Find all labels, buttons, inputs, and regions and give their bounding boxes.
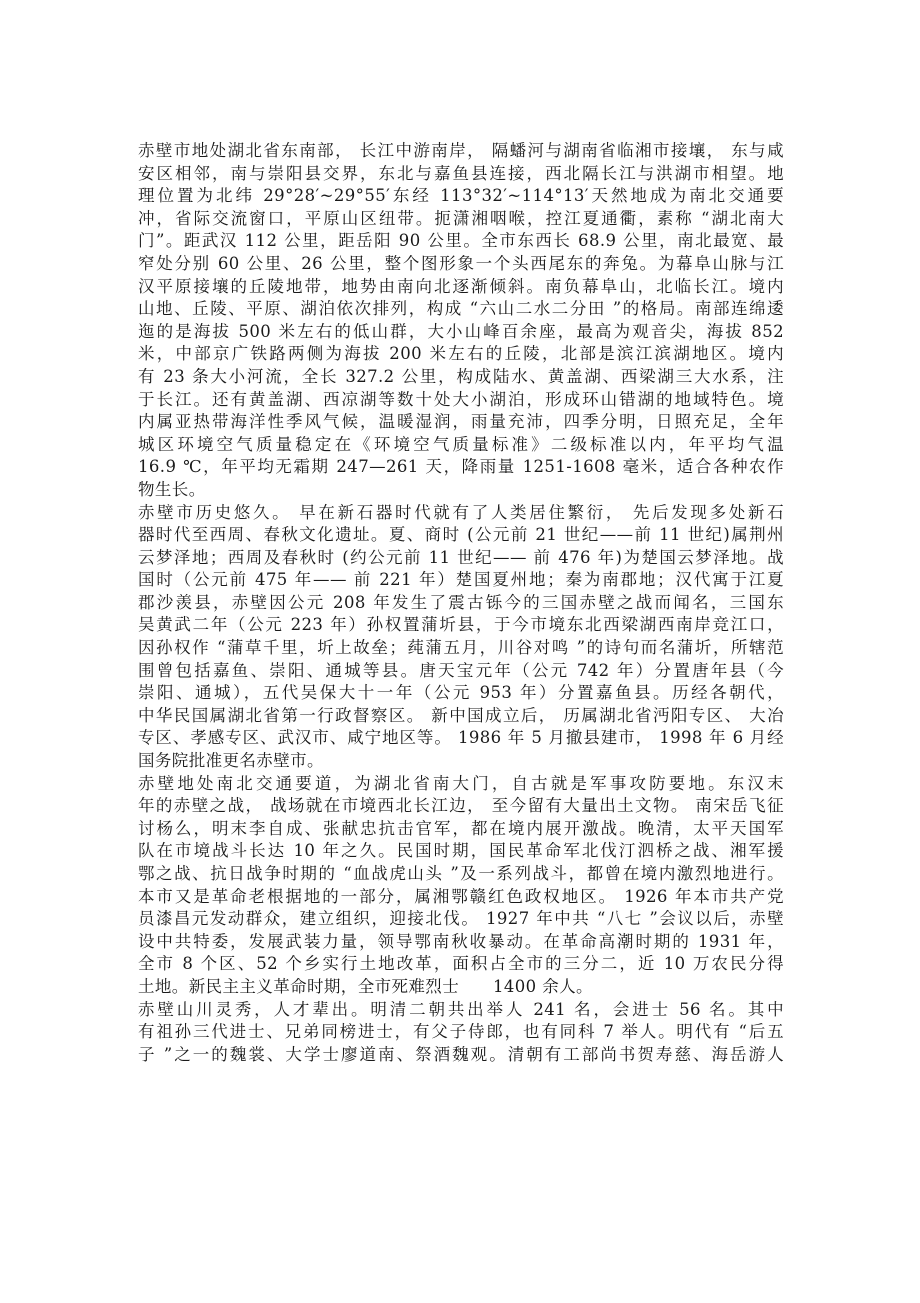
text-line: 有 23 条大小河流，全长 327.2 公里，构成陆水、黄盖湖、西梁湖三大水系，注: [138, 366, 784, 386]
text-line: 于长江。还有黄盖湖、西凉湖等数十处大小湖泊，形成环山错湖的地域特色。境: [138, 389, 784, 409]
text-line: 赤壁市历史悠久。 早在新石器时代就有了人类居住繁衍， 先后发现多处新石: [138, 502, 784, 522]
text-line: 云梦泽地；西周及春秋时 (约公元前 11 世纪—— 前 476 年)为楚国云梦泽地。战: [138, 547, 784, 567]
text-line: 年的赤壁之战， 战场就在市境西北长江边， 至今留有大量出土文物。 南宋岳飞征: [138, 796, 784, 816]
text-line: 赤壁市地处湖北省东南部， 长江中游南岸， 隔蟠河与湖南省临湘市接壤， 东与咸: [138, 141, 784, 160]
text-line: 因孙权作 “蒲草千里，圻上故垒；莼蒲五月，川谷对鸣 ”的诗句而名蒲圻，所辖范: [138, 638, 784, 658]
text-line: 专区、孝感专区、武汉市、咸宁地区等。 1986 年 5 月撤县建市， 1998 年 6 月经: [138, 728, 784, 748]
text-line: 崇阳、通城），五代吴保大十一年（公元 953 年）分置嘉鱼县。历经各朝代，: [138, 683, 784, 703]
text-line: 16.9 ℃，年平均无霜期 247—261 天，降雨量 1251-1608 毫米，适合各种农作: [138, 457, 784, 477]
text-line: 理位置为北纬 29°28′~29°55′东经 113°32′~114°13′天然地成为南北交通要: [138, 186, 784, 206]
text-line: 内属亚热带海洋性季风气候，温暖湿润，雨量充沛，四季分明，日照充足，全年: [138, 412, 784, 432]
text-line: 城区环境空气质量稳定在《环境空气质量标准》二级标准以内，年平均气温: [138, 434, 784, 454]
text-line: 窄处分别 60 公里、26 公里，整个图形象一个头西尾东的奔兔。为幕阜山脉与江: [138, 253, 784, 273]
text-line: 土地。新民主主义革命时期，全市死难烈士 1400 余人。: [138, 976, 593, 996]
text-line: 员漆昌元发动群众，建立组织，迎接北伐。 1927 年中共 “八七 ”会议以后，赤壁: [138, 909, 784, 929]
text-line: 全市 8 个区、52 个乡实行土地改革，面积占全市的三分二，近 10 万农民分得: [138, 954, 784, 974]
text-line: 国务院批准更名赤壁市。: [138, 751, 324, 771]
text-line: 国时（公元前 475 年—— 前 221 年）楚国夏州地；秦为南郡地；汉代寓于江夏: [138, 570, 784, 590]
text-line: 鄂之战、抗日战争时期的 “血战虎山头 ”及一系列战斗，都曾在境内激烈地进行。: [138, 864, 784, 883]
text-line: 讨杨么，明末李自成、张献忠抗击官军，都在境内展开激战。晚清，太平天国军: [138, 818, 784, 838]
text-line: 迤的是海拔 500 米左右的低山群，大小山峰百余座，最高为观音尖，海拔 852: [138, 321, 784, 341]
text-line: 安区相邻，南与崇阳县交界，东北与嘉鱼县连接，西北隔长江与洪湖市相望。地: [138, 163, 784, 183]
text-line: 有祖孙三代进士、兄弟同榜进士，有父子侍郎，也有同科 7 举人。明代有 “后五: [138, 1022, 784, 1042]
text-line: 米，中部京广铁路两侧为海拔 200 米左右的丘陵，北部是滨江滨湖地区。境内: [138, 344, 784, 364]
text-line: 围曾包括嘉鱼、崇阳、通城等县。唐天宝元年（公元 742 年）分置唐年县（今: [138, 660, 784, 680]
text-line: 本市又是革命老根据地的一部分，属湘鄂赣红色政权地区。 1926 年本市共产党: [138, 886, 784, 906]
text-line: 吴黄武二年（公元 223 年）孙权置蒲圻县，于今市境东北西梁湖西南岸竞江口，: [138, 615, 784, 635]
text-line: 汉平原接壤的丘陵地带，地势由南向北逐渐倾斜。南负幕阜山，北临长江。境内: [138, 276, 784, 296]
text-line: 队在市境战斗长达 10 年之久。民国时期，国民革命军北伐汀泗桥之战、湘军援: [138, 841, 784, 861]
text-line: 物生长。: [138, 479, 206, 499]
text-line: 赤壁山川灵秀，人才辈出。明清二朝共出举人 241 名，会进士 56 名。其中: [138, 999, 784, 1019]
text-line: 子 ”之一的魏裳、大学士廖道南、祭酒魏观。清朝有工部尚书贺寿慈、海岳游人: [138, 1044, 784, 1064]
document-body: [138, 140, 784, 1066]
text-line: 山地、丘陵、平原、湖泊依次排列，构成 “六山二水二分田 ”的格局。南部连绵逶: [138, 299, 784, 319]
text-line: 冲，省际交流窗口，平原山区纽带。扼潇湘咽喉，控江夏通衢，素称 “湖北南大: [138, 208, 784, 228]
text-line: 赤壁地处南北交通要道，为湖北省南大门，自古就是军事攻防要地。东汉末: [138, 773, 784, 793]
text-line: 门”。距武汉 112 公里，距岳阳 90 公里。全市东西长 68.9 公里，南北最宽、最: [138, 231, 784, 251]
text-line: 中华民国属湖北省第一行政督察区。 新中国成立后， 历属湖北省沔阳专区、 大冶: [138, 705, 784, 725]
text-line: 设中共特委，发展武装力量，领导鄂南秋收暴动。在革命高潮时期的 1931 年，: [138, 931, 784, 951]
text-line: 器时代至西周、春秋文化遗址。夏、商时 (公元前 21 世纪——前 11 世纪)属荆州: [138, 525, 784, 545]
text-line: 郡沙羡县，赤壁因公元 208 年发生了震古铄今的三国赤壁之战而闻名，三国东: [138, 592, 784, 612]
